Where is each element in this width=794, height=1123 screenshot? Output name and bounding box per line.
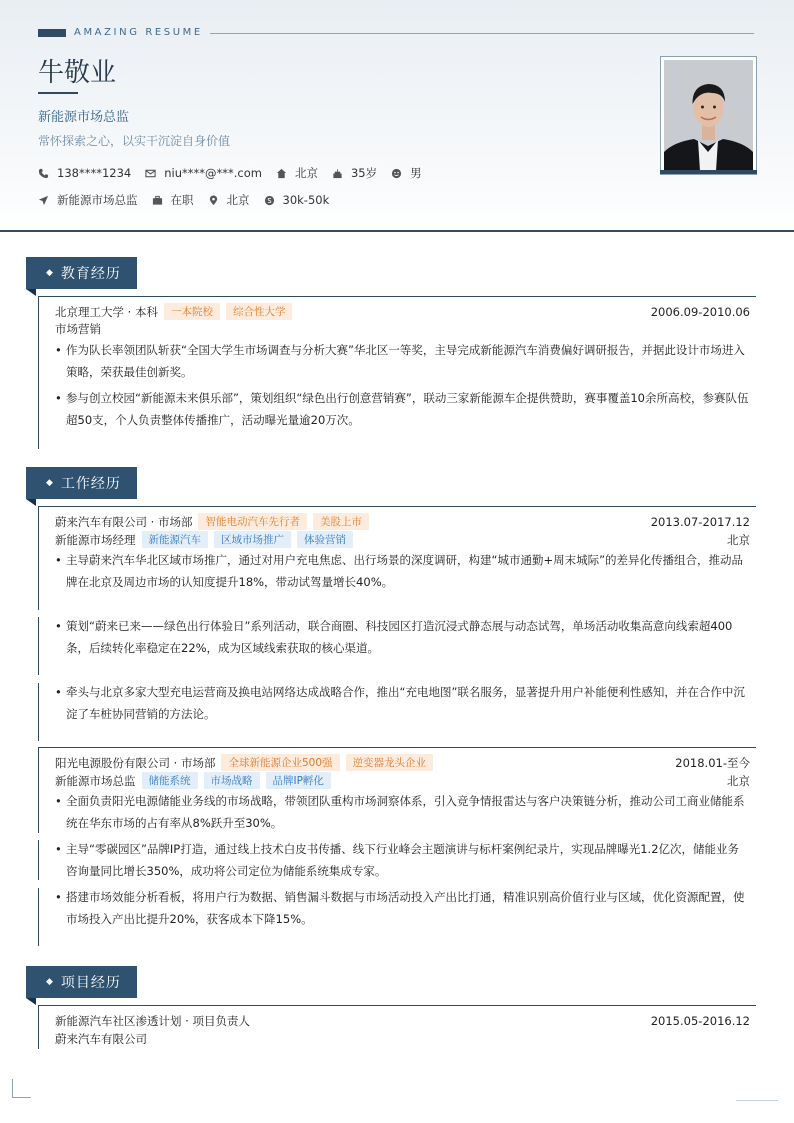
age-text: 35岁 (350, 166, 378, 180)
job-entry-header (55, 754, 750, 771)
salary-item (264, 193, 330, 207)
role-tag: 区域市场推广 (214, 531, 291, 548)
company-tag: 逆变器龙头企业 (346, 754, 434, 771)
status-item (152, 192, 194, 208)
page-corner-mark (12, 1079, 31, 1098)
education-bullet: • 作为队长率领团队斩获“全国大学生市场调查与分析大赛”华北区一等奖，主导完成新能源汽车消费偏好调研报告，并据此设计市场进入策略，荣获最佳创新奖。 (55, 339, 750, 383)
company-tag: 美股上市 (313, 513, 369, 530)
gender-item (391, 165, 422, 181)
brand-bar (38, 29, 66, 37)
phone-icon (38, 168, 49, 179)
contact-row (38, 165, 436, 181)
company-name: 蔚来汽车有限公司 · 市场部 (55, 514, 193, 529)
mail-icon (145, 168, 156, 179)
gender-icon (391, 168, 402, 179)
project-period: 2015.05-2016.12 (650, 1014, 750, 1028)
role-tag: 品牌IP孵化 (266, 772, 331, 789)
role-tag: 市场战略 (204, 772, 260, 789)
section-header-work (26, 467, 137, 499)
company-tag: 全球新能源企业500强 (221, 754, 339, 771)
profile-photo-frame (660, 56, 757, 175)
job-bullet: • 全面负责阳光电源储能业务线的市场战略，带领团队重构市场洞察体系，引入竞争情报雷达与客户决策链分析，推动公司工商业储能系统在华东市场的占有率从8%跃升至30%。 (55, 790, 750, 834)
education-period: 2006.09-2010.06 (650, 304, 750, 319)
candidate-name: 牛敬业 (38, 58, 117, 88)
section-title: 工作经历 (60, 476, 121, 492)
section-title: 教育经历 (60, 266, 121, 282)
photo-base-bar (660, 170, 757, 174)
status-text: 在职 (170, 193, 194, 207)
location-pin-icon (208, 195, 219, 206)
section-line (38, 296, 756, 297)
home-icon (276, 168, 287, 179)
education-bullet: • 参与创立校园“新能源未来俱乐部”，策划组织“绿色出行创意营销赛”，联动三家新能源车企提供赞助，赛事覆盖10余所高校，参赛队伍超50支，个人负责整体传播推广，活动曝光量逾20万次。 (55, 387, 750, 431)
phone-item (38, 166, 131, 180)
brand-label: AMAZING RESUME (74, 27, 203, 38)
section-line (38, 506, 756, 507)
school-tag: 一本院校 (164, 303, 220, 320)
job-bullet: • 策划“蔚来已来——绿色出行体验日”系列活动，联合商圈、科技园区打造沉浸式静态展与动态试驾，单场活动收集高意向线索超400条，后续转化率稳定在22%，成为区域线索获取的核心渠道。 (55, 615, 750, 659)
job-role-row (55, 531, 750, 548)
timeline-line (38, 617, 39, 675)
location-text: 北京 (294, 166, 318, 180)
role-tag: 储能系统 (142, 772, 198, 789)
intended-city-text: 北京 (226, 193, 250, 207)
job-role: 新能源市场经理 (55, 532, 136, 547)
header-divider (0, 230, 794, 232)
job-role-row (55, 772, 750, 789)
job-bullet: • 主导“零碳园区”品牌IP打造，通过线上技术白皮书传播、线下行业峰会主题演讲与标杆案例纪录片，实现品牌曝光1.2亿次，储能业务咨询量同比增长350%，成功将公司定位为储能系统集成专家。 (55, 838, 750, 882)
diamond-icon: ◆ (46, 268, 54, 278)
timeline-line (38, 840, 39, 880)
money-icon (264, 195, 275, 206)
job-divider (38, 747, 756, 748)
section-line (38, 1005, 756, 1006)
timeline-line (38, 683, 39, 741)
age-item (332, 165, 377, 181)
intended-city-item (208, 192, 250, 208)
job-bullet: • 主导蔚来汽车华北区域市场推广，通过对用户充电焦虑、出行场景的深度调研，构建“城市通勤+周末城际”的差异化传播组合，推动品牌在北京及周边市场的认知度提升18%，带动试驾量增长40%。 (55, 549, 750, 593)
job-period: 2013.07-2017.12 (650, 514, 750, 529)
job-role: 新能源市场总监 (55, 773, 136, 788)
timeline-line (38, 296, 39, 449)
section-fold (26, 289, 36, 296)
intended-position-item (38, 192, 138, 208)
job-bullet: • 牵头与北京多家大型充电运营商及换电站网络达成战略合作，推出“充电地图”联名服务，显著提升用户补能便利性感知，并在合作中沉淀了车桩协同营销的方法论。 (55, 681, 750, 725)
job-period: 2018.01-至今 (675, 755, 750, 770)
timeline-line (38, 888, 39, 946)
section-title: 项目经历 (60, 975, 121, 991)
brand-divider (210, 33, 754, 34)
job-entry-header (55, 513, 750, 530)
send-icon (38, 195, 49, 206)
name-underline (38, 92, 78, 94)
timeline-line (38, 1005, 39, 1049)
job-city: 北京 (727, 773, 750, 788)
timeline-line (38, 747, 39, 833)
motto: 常怀探索之心，以实干沉淀自身价值 (38, 134, 231, 148)
gender-text: 男 (410, 166, 422, 180)
job-bullet: • 搭建市场效能分析看板，将用户行为数据、销售漏斗数据与市场活动投入产出比打通，精准识别高价值行业与区域，优化资源配置，使市场投入产出比提升20%，获客成本下降15%。 (55, 886, 750, 930)
company-tag: 智能电动汽车先行者 (198, 513, 307, 530)
diamond-icon: ◆ (46, 478, 54, 488)
job-city: 北京 (727, 532, 750, 547)
cake-icon (332, 168, 343, 179)
intended-position-text: 新能源市场总监 (57, 193, 138, 207)
project-company: 蔚来汽车有限公司 (55, 1032, 147, 1046)
job-title: 新能源市场总监 (38, 110, 130, 125)
page-corner-mark (736, 1100, 778, 1101)
briefcase-icon (152, 195, 163, 206)
profile-photo (664, 60, 753, 171)
project-company-row (55, 1031, 750, 1047)
school-name: 北京理工大学 · 本科 (55, 304, 158, 319)
role-tag: 新能源汽车 (142, 531, 209, 548)
company-name: 阳光电源股份有限公司 · 市场部 (55, 755, 216, 770)
education-entry-header (55, 303, 750, 320)
school-tag: 综合性大学 (226, 303, 293, 320)
role-tag: 体验营销 (297, 531, 353, 548)
phone-text: 138****1234 (57, 166, 132, 180)
email-text: niu****@***.com (164, 166, 262, 180)
location-item (276, 165, 318, 181)
intention-row (38, 192, 343, 208)
salary-text: 30k-50k (282, 193, 330, 207)
education-major-row (55, 321, 750, 337)
timeline-line (38, 506, 39, 610)
section-header-education (26, 257, 137, 289)
section-fold (26, 499, 36, 506)
major: 市场营销 (55, 322, 101, 336)
diamond-icon: ◆ (46, 977, 54, 987)
project-name: 新能源汽车社区渗透计划 · 项目负责人 (55, 1014, 250, 1028)
section-fold (26, 998, 36, 1005)
section-header-projects (26, 966, 137, 998)
email-item (145, 166, 262, 180)
project-entry-header (55, 1013, 750, 1029)
